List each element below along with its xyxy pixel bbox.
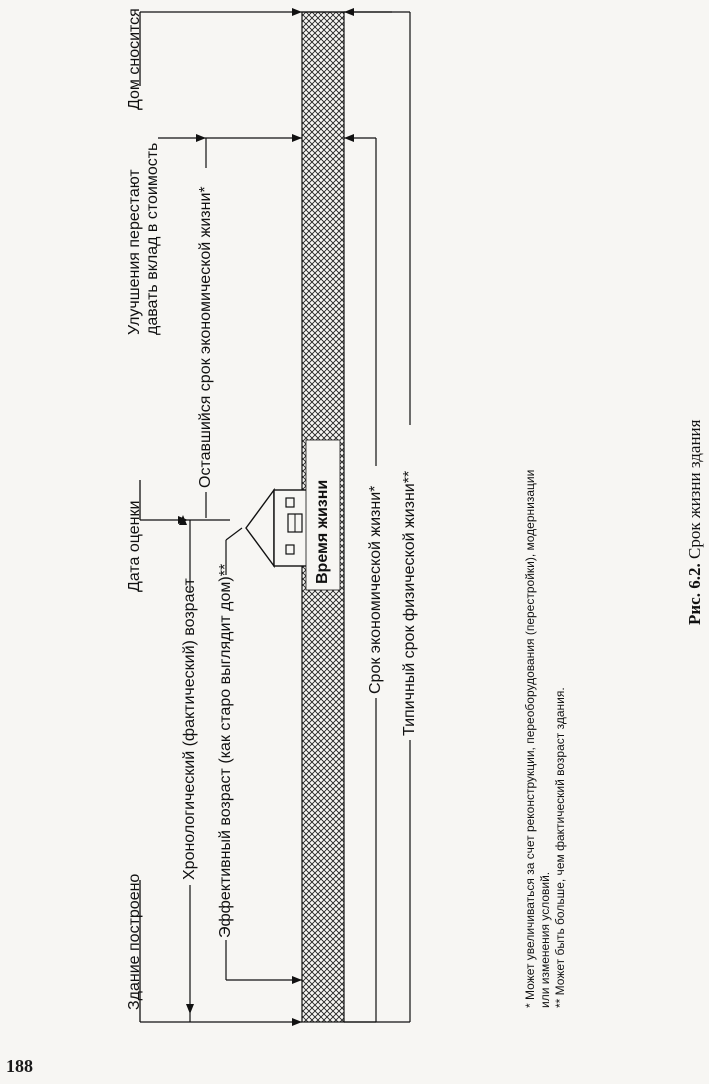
page-number: 188 (6, 1056, 33, 1076)
label-improvements-stop-2: давать вклад в стоимость (144, 142, 161, 335)
caption-text: Срок жизни здания (685, 419, 704, 564)
label-lifetime: Время жизни (314, 479, 331, 584)
label-chronological-age: Хронологический (фактический) возраст (181, 578, 198, 880)
label-built: Здание построено (126, 873, 143, 1010)
label-improvements-stop: Улучшения перестают (126, 169, 143, 335)
footnote-1: * Может увеличиваться за счет реконструкции, переоборудования (перестройки), модернизации (523, 469, 537, 1008)
label-effective-age: Эффективный возраст (как старо выглядит дом)** (217, 563, 234, 938)
label-remaining-life: Оставшийся срок экономической жизни* (197, 186, 214, 488)
label-physical-life: Типичный срок физической жизни** (401, 470, 418, 736)
footnote-3: ** Может быть больше, чем фактический возраст здания. (553, 687, 567, 1008)
label-demolished: Дом сносится (126, 8, 143, 110)
figure-caption (686, 420, 704, 625)
label-economic-life: Срок экономической жизни* (367, 485, 384, 694)
caption-prefix: Рис. 6.2. (685, 563, 704, 625)
house-icon (246, 490, 308, 566)
footnote-2: или изменения условий. (538, 871, 552, 1008)
label-valuation-date: Дата оценки (126, 500, 143, 592)
